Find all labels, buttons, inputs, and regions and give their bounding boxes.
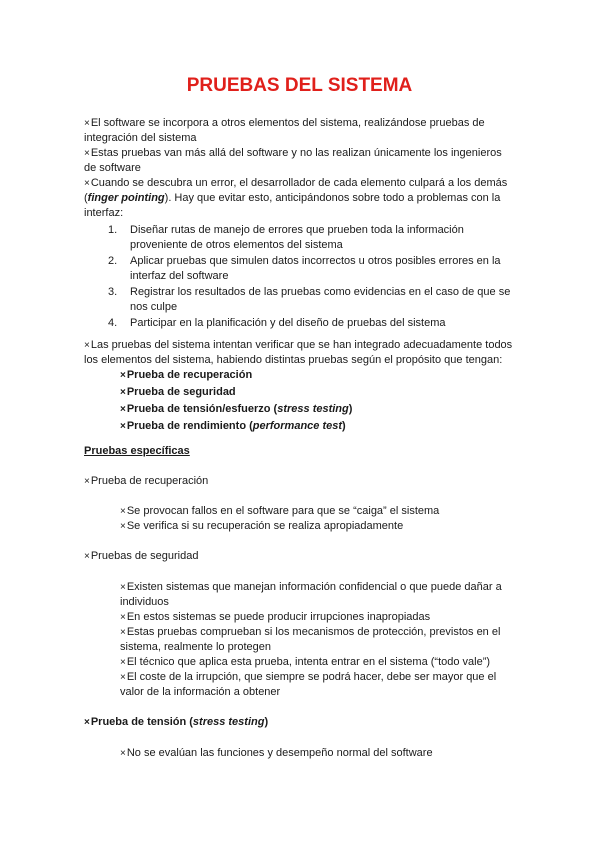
bullet-icon: ×	[120, 370, 126, 381]
list-item: ×El técnico que aplica esta prueba, intenta entrar en el sistema (“todo vale”)	[120, 656, 491, 668]
bullet-icon: ×	[120, 506, 126, 517]
page-title: PRUEBAS DEL SISTEMA	[186, 75, 413, 96]
bullet-icon: ×	[84, 340, 90, 351]
list-item: ×Existen sistemas que manejan información confidencial o que puede dañar a individuos	[120, 581, 502, 608]
bullet-icon: ×	[120, 582, 126, 593]
list-item: 4. Participar en la planificación y del diseño de pruebas del sistema	[108, 317, 446, 329]
types-intro: ×Las pruebas del sistema intentan verificar que se han integrado adecuadamente todos los elementos del sistema, habiendo distintas pruebas según el propósito que tengan:	[84, 339, 513, 366]
list-item: 2. Aplicar pruebas que simulen datos incorrectos u otros posibles errores en la interfaz del software	[108, 255, 501, 282]
bullet-icon: ×	[120, 672, 126, 683]
intro-paragraph-3: ×Cuando se descubra un error, el desarrollador de cada elemento culpará a los demás (finger pointing). Hay que evitar esto, anticipándonos sobre todo a problemas con la interfaz:	[84, 177, 508, 219]
seguridad-items	[120, 580, 512, 700]
section-heading: Pruebas específicas	[84, 445, 190, 457]
bullet-icon: ×	[120, 657, 126, 668]
bullet-icon: ×	[120, 404, 126, 415]
type-tension: ×Prueba de tensión/esfuerzo (stress testing)	[120, 403, 353, 415]
type-recuperacion: ×Prueba de recuperación	[120, 369, 253, 381]
bullet-icon: ×	[120, 387, 126, 398]
list-item: 1. Diseñar rutas de manejo de errores que prueben toda la información proveniente de otros elementos del sistema	[108, 224, 464, 251]
list-item: ×No se evalúan las funciones y desempeño normal del software	[120, 747, 433, 759]
list-item: ×Se verifica si su recuperación se realiza apropiadamente	[120, 520, 404, 532]
tension-items	[120, 746, 520, 761]
intro-paragraph-2: ×Estas pruebas van más allá del software y no las realizan únicamente los ingenieros de software	[84, 147, 502, 174]
intro-block	[84, 116, 514, 221]
list-item: ×Se provocan fallos en el software para que se “caiga” el sistema	[120, 505, 440, 517]
list-item: ×Estas pruebas comprueban si los mecanismos de protección, previstos en el sistema, realmente lo protegen	[120, 626, 501, 653]
type-rendimiento: ×Prueba de rendimiento (performance test)	[120, 420, 346, 432]
bullet-icon: ×	[84, 178, 90, 189]
numbered-list	[108, 223, 520, 332]
bullet-icon: ×	[84, 476, 90, 487]
bullet-icon: ×	[120, 627, 126, 638]
list-item: ×En estos sistemas se puede producir irrupciones inapropiadas	[120, 611, 431, 623]
intro-paragraph-1: ×El software se incorpora a otros elementos del sistema, realizándose pruebas de integración del sistema	[84, 117, 485, 144]
tension-heading: ×Prueba de tensión (stress testing)	[84, 716, 269, 728]
bullet-icon: ×	[84, 551, 90, 562]
bullet-icon: ×	[84, 717, 90, 728]
bullet-icon: ×	[84, 148, 90, 159]
bullet-icon: ×	[120, 421, 126, 432]
types-list	[120, 367, 520, 435]
bullet-icon: ×	[120, 612, 126, 623]
seguridad-heading: ×Pruebas de seguridad	[84, 550, 199, 562]
list-item: 3. Registrar los resultados de las pruebas como evidencias en el caso de que se nos culpe	[108, 286, 511, 313]
recuperacion-items	[120, 504, 520, 534]
recuperacion-heading: ×Prueba de recuperación	[84, 475, 209, 487]
bullet-icon: ×	[84, 118, 90, 129]
type-seguridad: ×Prueba de seguridad	[120, 386, 236, 398]
list-item: ×El coste de la irrupción, que siempre se podrá hacer, debe ser mayor que el valor de la información a obtener	[120, 671, 497, 698]
bullet-icon: ×	[120, 521, 126, 532]
bullet-icon: ×	[120, 748, 126, 759]
